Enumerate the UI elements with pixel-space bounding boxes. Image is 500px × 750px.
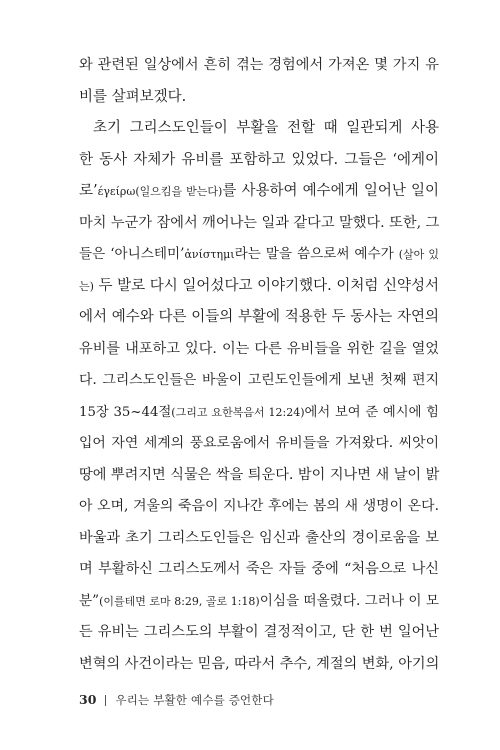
- text-line: [79, 586, 439, 618]
- reference-note: (이를테면 로마 8:29, 골로 1:18): [99, 594, 260, 608]
- line-text: 이심을 떠올렸다. 그러나 이 모: [259, 592, 439, 609]
- greek-term: ἀνίστημι: [184, 248, 235, 261]
- text-line: [79, 554, 439, 586]
- line-text: 에서 보여 준 예시에 힘: [304, 404, 439, 420]
- line-text: 마치 누군가 잠에서 깨어나는 일과 같다고 말했다. 또한, 그: [79, 214, 440, 231]
- line-text: 와 관련된 일상에서 흔히 겪는 경험에서 가져온 몇 가지 유: [79, 57, 439, 73]
- text-line: [79, 649, 439, 681]
- line-text: 든 유비는 그리스도의 부활이 결정적이고, 단 한 번 일어난: [79, 624, 439, 640]
- line-text: 바울과 초기 그리스도인들은 임신과 출산의 경이로움을 보: [79, 529, 439, 546]
- line-text: 변혁의 사건이라는 믿음, 따라서 추수, 계절의 변화, 아기의: [79, 655, 440, 672]
- running-title: 우리는 부활한 예수를 증언한다: [115, 693, 274, 707]
- line-text: 입어 자연 세계의 풍요로움에서 유비들을 가져왔다. 씨앗이: [79, 435, 439, 451]
- line-text: 들은 ‘아니스테미’: [79, 246, 185, 262]
- text-line: [79, 82, 439, 114]
- page-footer: [79, 690, 274, 710]
- body-text: [79, 50, 439, 680]
- line-text: 땅에 뿌려지면 식물은 싹을 틔운다. 밤이 지나면 새 날이 밝: [79, 466, 440, 483]
- text-line: [79, 176, 439, 208]
- line-text: 며 부활하신 그리스도께서 죽은 자들 중에 “처음으로 나신: [79, 561, 439, 577]
- text-line: [79, 365, 439, 397]
- text-line: [79, 428, 439, 460]
- gloss-note: 는): [79, 279, 94, 293]
- line-text: 에서 예수와 다른 이들의 부활에 적용한 두 동사는 자연의: [79, 309, 439, 325]
- line-text: 비를 살펴보겠다.: [79, 88, 187, 105]
- line-text: 를 사용하여 예수에게 일어난 일이: [222, 183, 439, 199]
- line-text: 유비를 내포하고 있다. 이는 다른 유비들을 위한 길을 열었: [79, 340, 439, 357]
- line-text: 15장 35~44절: [79, 404, 172, 420]
- text-line: [79, 145, 439, 177]
- line-text: 한 동사 자체가 유비를 포함하고 있었다. 그들은 ‘에게이: [79, 151, 439, 168]
- text-line: [79, 271, 439, 303]
- footer-divider: [105, 695, 106, 706]
- text-line: [79, 617, 439, 649]
- line-text: 로’: [79, 183, 98, 199]
- gloss-note: (살아 있: [398, 248, 440, 261]
- greek-term: έγείρω: [97, 185, 136, 198]
- reference-note: (그리고 요한복음서 12:24): [171, 405, 305, 419]
- line-text: 아 오며, 겨울의 죽음이 지나간 후에는 봄의 새 생명이 온다.: [79, 498, 439, 514]
- text-line: [79, 302, 439, 334]
- line-text: 두 발로 다시 일어섰다고 이야기했다. 이처럼 신약성서: [93, 277, 439, 294]
- text-line: [79, 460, 439, 492]
- text-line: [79, 239, 439, 271]
- gloss-note: (일으킴을 받는다): [135, 185, 223, 198]
- paragraph-first-line: [79, 113, 439, 145]
- text-line: [79, 208, 439, 240]
- page-number: 30: [79, 692, 97, 707]
- line-text: 분”: [79, 592, 100, 609]
- text-line: [79, 491, 439, 523]
- text-line: [79, 523, 439, 555]
- line-text: 라는 말을 씀으로써 예수가: [234, 246, 399, 262]
- text-line: [79, 50, 439, 82]
- line-text: 다. 그리스도인들은 바울이 고린도인들에게 보낸 첫째 편지: [79, 372, 439, 388]
- text-line: [79, 397, 439, 429]
- text-line: [79, 334, 439, 366]
- line-text: 초기 그리스도인들이 부활을 전할 때 일관되게 사용: [93, 120, 439, 136]
